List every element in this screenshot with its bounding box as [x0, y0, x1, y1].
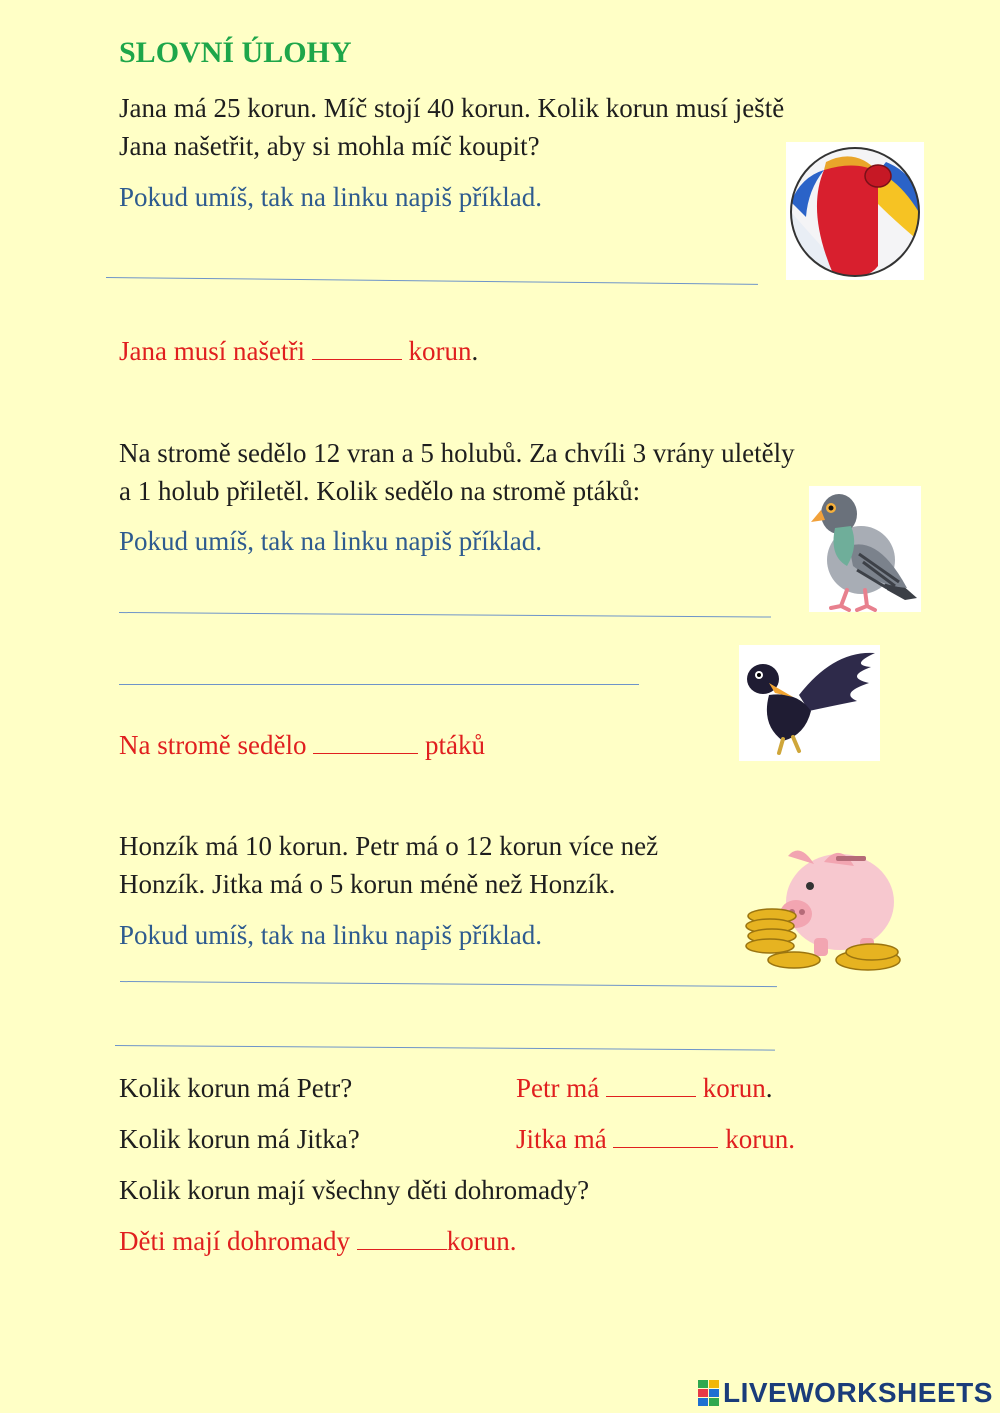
crow-image — [739, 645, 880, 761]
beach-ball-image — [786, 142, 924, 280]
task2-answer-line-1[interactable] — [119, 612, 771, 618]
task2-answer-line-2[interactable] — [119, 684, 639, 685]
all-answer-suffix: korun. — [446, 1226, 517, 1256]
task3-answer-all — [119, 1222, 516, 1260]
task2-answer — [119, 726, 485, 764]
task1-answer-suffix: korun — [408, 336, 472, 366]
all-answer-blank[interactable] — [357, 1227, 447, 1250]
task1-text-line1: Jana má 25 korun. Míč stojí 40 korun. Kolik korun musí ještě — [119, 93, 785, 123]
jitka-answer-prefix: Jitka má — [516, 1124, 607, 1154]
task1-answer-prefix: Jana musí našetři — [119, 336, 305, 366]
task1-answer-period: . — [471, 336, 479, 366]
task3-answer-line-2[interactable] — [115, 1045, 775, 1051]
task3-question-all: Kolik korun mají všechny děti dohromady? — [119, 1175, 590, 1205]
petr-answer-blank[interactable] — [606, 1074, 696, 1097]
task2-answer-blank[interactable] — [313, 731, 418, 754]
task2-answer-prefix: Na stromě sedělo — [119, 730, 307, 760]
task3-answer-jitka — [516, 1120, 795, 1158]
jitka-answer-blank[interactable] — [613, 1125, 718, 1148]
pigeon-image — [809, 486, 921, 612]
logo-text: LIVEWORKSHEETS — [723, 1377, 993, 1408]
task3-text-line2: Honzík. Jitka má o 5 korun méně než Honzík. — [119, 869, 616, 899]
petr-answer-period: . — [765, 1073, 773, 1103]
task1-answer-line[interactable] — [106, 277, 758, 285]
task2-text-line1: Na stromě sedělo 12 vran a 5 holubů. Za chvíli 3 vrány uletěly — [119, 438, 795, 468]
task3-hint: Pokud umíš, tak na linku napiš příklad. — [119, 920, 542, 950]
all-answer-prefix: Děti mají dohromady — [119, 1226, 350, 1256]
task3-answer-petr — [516, 1069, 772, 1107]
task1-hint: Pokud umíš, tak na linku napiš příklad. — [119, 182, 542, 212]
task2-hint: Pokud umíš, tak na linku napiš příklad. — [119, 526, 542, 556]
task3-answer-line-1[interactable] — [120, 981, 777, 987]
logo-mark-icon — [698, 1378, 720, 1408]
task3-text-line1: Honzík má 10 korun. Petr má o 12 korun více než — [119, 831, 659, 861]
task2-text-line2: a 1 holub přiletěl. Kolik sedělo na stromě ptáků: — [119, 476, 641, 506]
task3-question-petr: Kolik korun má Petr? — [119, 1073, 353, 1103]
task3-question-jitka: Kolik korun má Jitka? — [119, 1124, 360, 1154]
task1-answer-blank[interactable] — [312, 337, 402, 360]
page-title: SLOVNÍ ÚLOHY — [119, 36, 352, 69]
petr-answer-suffix: korun — [702, 1073, 766, 1103]
task1-text-line2: Jana našetřit, aby si mohla míč koupit? — [119, 131, 540, 161]
jitka-answer-suffix: korun. — [725, 1124, 795, 1154]
task1-answer — [119, 332, 478, 370]
petr-answer-prefix: Petr má — [516, 1073, 600, 1103]
task2-answer-suffix: ptáků — [424, 730, 485, 760]
liveworksheets-logo — [698, 1376, 993, 1410]
piggy-bank-image — [744, 842, 908, 978]
